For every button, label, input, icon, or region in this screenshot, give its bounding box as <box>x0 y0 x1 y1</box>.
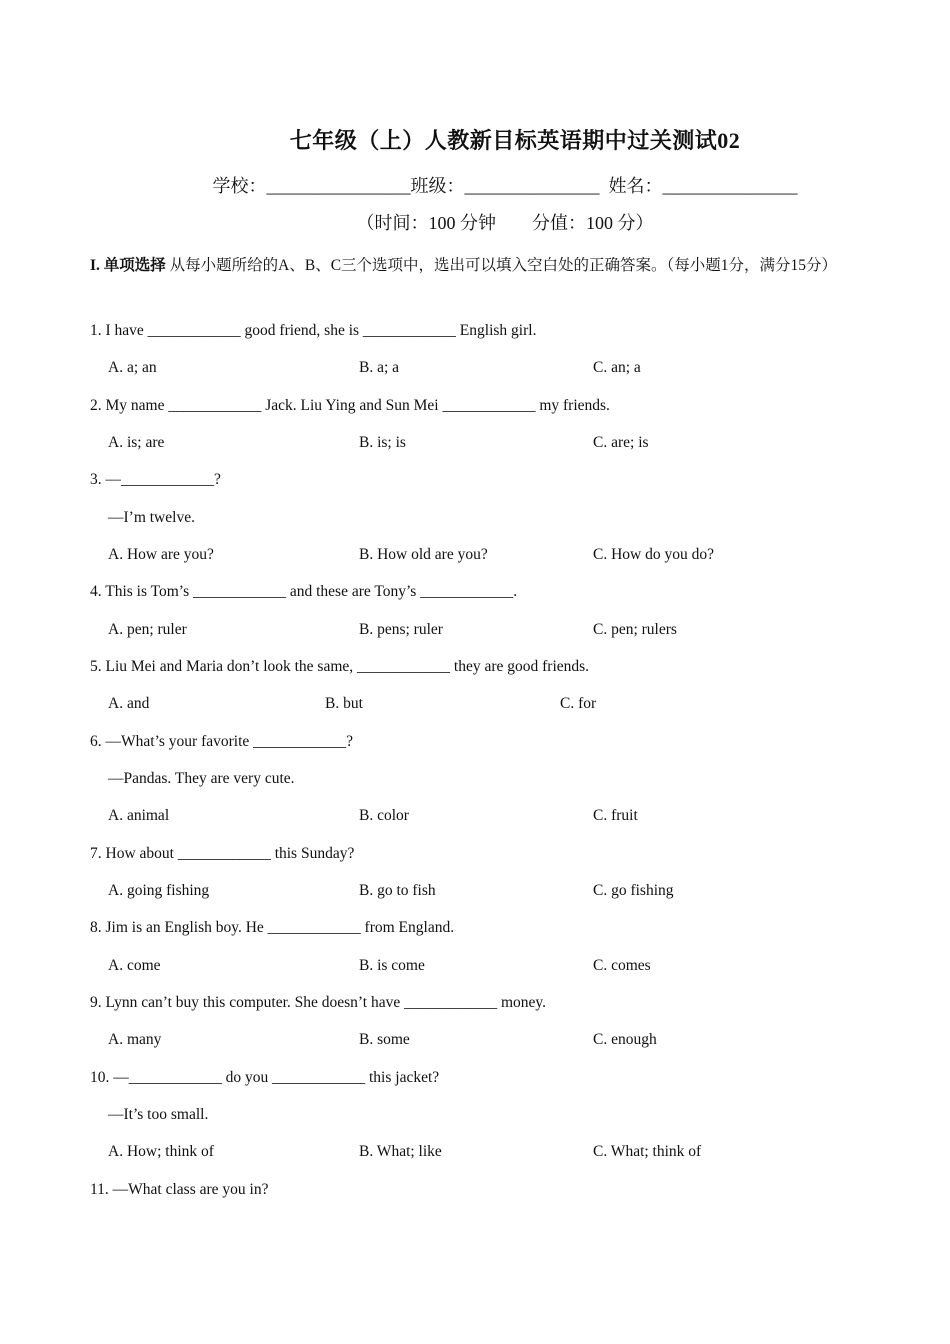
option-a: A. many <box>108 1031 162 1048</box>
option-c: C. go fishing <box>593 882 674 899</box>
option-a: A. How are you? <box>108 546 214 563</box>
option-a: A. pen; ruler <box>108 621 187 638</box>
option-c: C. pen; rulers <box>593 621 677 638</box>
option-a: A. a; an <box>108 359 157 376</box>
option-b: B. is; is <box>359 434 406 451</box>
option-c: C. for <box>560 695 597 712</box>
student-info-line: 学校：________________班级：_______________ 姓名：_______________ <box>212 176 798 196</box>
option-b: B. What; like <box>359 1143 442 1160</box>
section-instruction-text: 从每小题所给的A、B、C三个选项中，选出可以填入空白处的正确答案。（每小题1分，满分15分） <box>169 257 838 274</box>
question-stem: 5. Liu Mei and Maria don’t look the same, ____________ they are good friends. <box>90 658 590 675</box>
option-c: C. are; is <box>593 434 649 451</box>
option-c: C. What; think of <box>593 1143 702 1160</box>
question-stem: 8. Jim is an English boy. He ____________ from England. <box>90 919 455 936</box>
option-a: A. going fishing <box>108 882 210 899</box>
option-c: C. fruit <box>593 807 638 824</box>
option-c: C. How do you do? <box>593 546 714 563</box>
option-b: B. is come <box>359 957 425 974</box>
option-b: B. How old are you? <box>359 546 488 563</box>
question-stem: 11. —What class are you in? <box>90 1181 269 1198</box>
page-title: 七年级（上）人教新目标英语期中过关测试02 <box>289 128 741 153</box>
question-stem: 2. My name ____________ Jack. Liu Ying and Sun Mei ____________ my friends. <box>90 397 610 414</box>
question-stem: 7. How about ____________ this Sunday? <box>90 845 355 862</box>
question-reply: —It’s too small. <box>108 1106 209 1123</box>
option-c: C. an; a <box>593 359 641 376</box>
option-b: B. a; a <box>359 359 400 376</box>
exam-meta-line: （时间：100 分钟 分值：100 分） <box>356 213 654 233</box>
question-stem: 9. Lynn can’t buy this computer. She doesn’t have ____________ money. <box>90 994 547 1011</box>
question-stem: 1. I have ____________ good friend, she is ____________ English girl. <box>90 322 537 339</box>
option-a: A. is; are <box>108 434 165 451</box>
question-stem: 10. —____________ do you ____________ this jacket? <box>90 1069 440 1086</box>
question-reply: —I’m twelve. <box>108 509 195 526</box>
option-b: B. go to fish <box>359 882 436 899</box>
section-heading: I. 单项选择 <box>90 257 166 274</box>
option-a: A. and <box>108 695 150 712</box>
option-a: A. How; think of <box>108 1143 214 1160</box>
question-stem: 6. —What’s your favorite ____________? <box>90 733 354 750</box>
option-c: C. comes <box>593 957 651 974</box>
section-instructions <box>90 247 880 285</box>
option-a: A. animal <box>108 807 170 824</box>
question-reply: —Pandas. They are very cute. <box>108 770 295 787</box>
option-b: B. pens; ruler <box>359 621 443 638</box>
option-a: A. come <box>108 957 161 974</box>
option-c: C. enough <box>593 1031 657 1048</box>
question-stem: 4. This is Tom’s ____________ and these are Tony’s ____________. <box>90 583 518 600</box>
question-stem: 3. —____________? <box>90 471 221 488</box>
option-b: B. but <box>325 695 363 712</box>
option-b: B. color <box>359 807 409 824</box>
option-b: B. some <box>359 1031 410 1048</box>
